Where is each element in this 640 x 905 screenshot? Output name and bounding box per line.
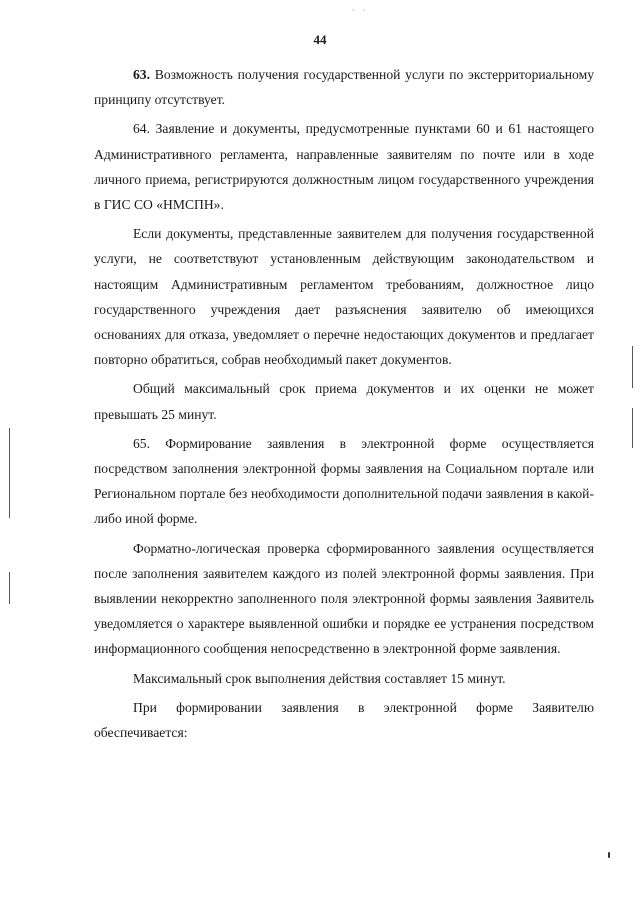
document-body <box>94 62 594 749</box>
paragraph-64: 64. Заявление и документы, предусмотренные пунктами 60 и 61 настоящего Административного регламента, направленные заявителям по почте или в ходе личного приема, регистрируются должностным лицом государственного учреждения в ГИС СО «НМСПН». <box>94 121 594 213</box>
left-margin-line-lower <box>9 572 10 604</box>
page-number: 44 <box>313 32 327 47</box>
paragraph-number: 63. <box>133 67 150 82</box>
paragraph-text: Возможность получения государственной услуги по экстерриториальному принципу отсутствует. <box>94 67 594 108</box>
paragraph-documents-nonconforming: Если документы, представленные заявителем для получения государственной услуги, не соответствуют установленным действующим законодательством и настоящим Административным регламентом требованиям, должностное лицо государственного учреждения дает разъяснения заявителю об имеющихся основаниях для отказа, уведомляет о перечне недостающих документов и предлагает повторно обратиться, собрав необходимый пакет документов. <box>94 226 594 368</box>
paragraph-applicant-provided: При формировании заявления в электронной форме Заявителю обеспечивается: <box>94 699 594 741</box>
scan-top-mark: · · <box>352 6 369 15</box>
paragraph-format-check: Форматно-логическая проверка сформированного заявления осуществляется после заполнения заявителем каждого из полей электронной формы заявления. При выявлении некорректно заполненного поля электронной формы заявления Заявитель уведомляется о характере выявленной ошибки и порядке ее устранения посредством информационного сообщения непосредственно в электронной форме заявления. <box>94 540 594 657</box>
right-margin-line <box>632 346 633 388</box>
paragraph-max-action-time: Максимальный срок выполнения действия составляет 15 минут. <box>133 670 506 686</box>
left-margin-line <box>9 428 10 518</box>
paragraph-65: 65. Формирование заявления в электронной форме осуществляется посредством заполнения электронной формы заявления на Социальном портале или Региональном портале без необходимости дополнительной подачи заявления в какой-либо иной форме. <box>94 435 594 527</box>
scan-speck <box>608 852 610 858</box>
right-margin-line-lower <box>632 408 633 448</box>
paragraph-63 <box>94 62 594 112</box>
paragraph-max-intake-time: Общий максимальный срок приема документов и их оценки не может превышать 25 минут. <box>94 381 594 422</box>
